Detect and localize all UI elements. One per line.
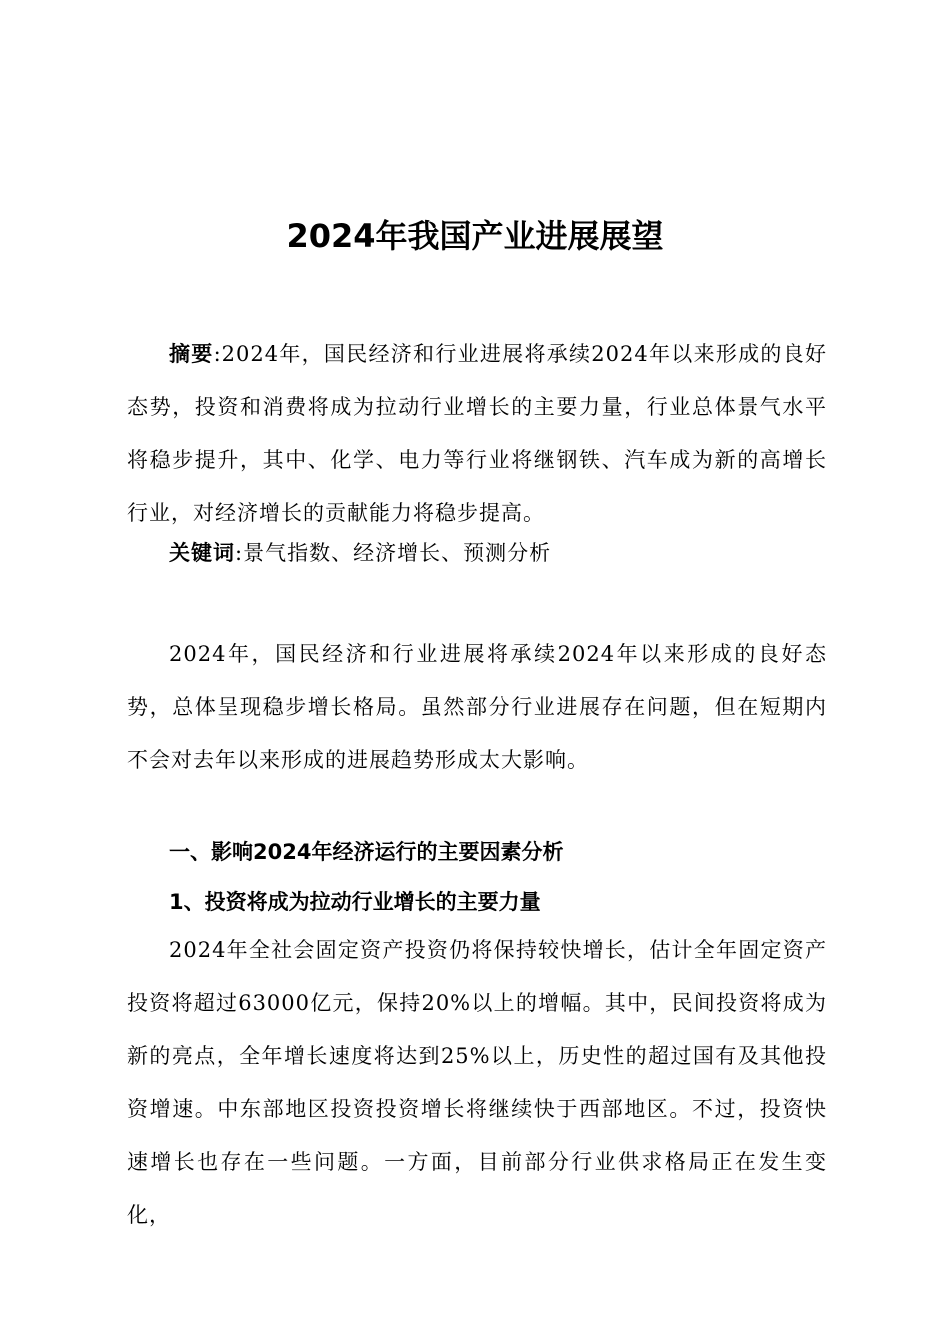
abstract-section [127,328,827,540]
subsection-paragraph: 2024年全社会固定资产投资仍将保持较快增长，估计全年固定资产投资将超过63000亿元，保持20%以上的增幅。其中，民间投资将成为新的亮点，全年增长速度将达到25%以上，历史性的超过国有及其他投资增速。中东部地区投资投资增长将继续快于西部地区。不过，投资快速增长也存在一些问题。一方面，目前部分行业供求格局正在发生变化， [127,938,827,1227]
keywords-text: 景气指数、经济增长、预测分析 [243,541,552,565]
abstract-separator: : [213,342,222,366]
abstract-text: 2024年，国民经济和行业进展将承续2024年以来形成的良好态势，投资和消费将成为拉动行业增长的主要力量，行业总体景气水平将稳步提升，其中、化学、电力等行业将继钢铁、汽车成为新的高增长行业，对经济增长的贡献能力将稳步提高。 [127,342,827,525]
keywords-section [127,527,827,580]
subsection-body [127,924,827,1242]
section-heading: 一、影响2024年经济运行的主要因素分析 [169,840,564,864]
subsection-heading: 1、投资将成为拉动行业增长的主要力量 [169,890,541,914]
keywords-paragraph [127,527,827,580]
abstract-label: 摘要 [169,342,214,366]
document-title: 2024年我国产业进展展望 [286,217,664,255]
abstract-paragraph [127,328,827,540]
keywords-separator: : [235,541,244,565]
keywords-label: 关键词 [169,541,235,565]
intro-paragraph: 2024年，国民经济和行业进展将承续2024年以来形成的良好态势，总体呈现稳步增长格局。虽然部分行业进展存在问题，但在短期内不会对去年以来形成的进展趋势形成太大影响。 [127,642,827,772]
intro-section [127,628,827,787]
